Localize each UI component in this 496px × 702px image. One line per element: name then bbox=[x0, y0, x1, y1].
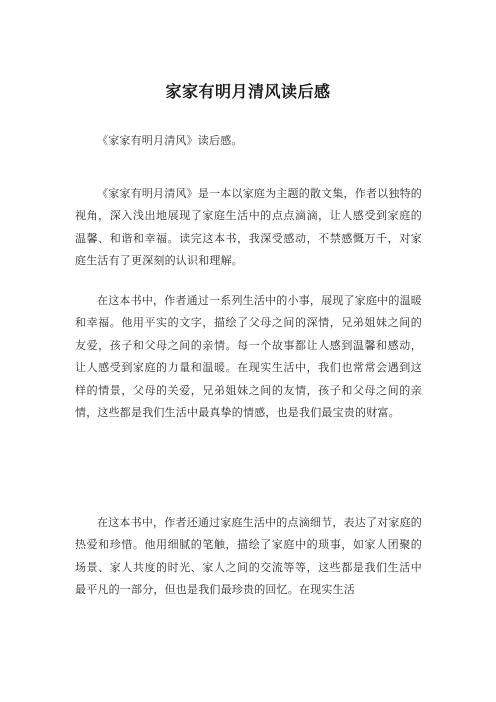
paragraph-intro: 《家家有明月清风》读后感。 bbox=[97, 134, 243, 147]
paragraph-family-warmth: 在这本书中，作者通过一系列生活中的小事，展现了家庭中的温暖和幸福。他用平实的文字，描绘了父母之间的深情，兄弟姐妹之间的友爱，孩子和父母之间的亲情。每一个故事都让人感到温馨和感动，让人感受到家庭的力量和温暖。在现实生活中，我们也常常会遇到这样的情景，父母的关爱，兄弟姐妹之间的友情，孩子和父母之间的亲情，这些都是我们生活中最真挚的情感，也是我们最宝贵的财富。 bbox=[75, 294, 422, 420]
paragraph-overview: 《家家有明月清风》是一本以家庭为主题的散文集，作者以独特的视角，深入浅出地展现了家庭生活中的点点滴滴，让人感受到家庭的温馨、和谐和幸福。读完这本书，我深受感动，不禁感慨万千，对家庭生活有了更深刻的认识和理解。 bbox=[75, 187, 422, 268]
document-title: 家家有明月清风读后感 bbox=[165, 82, 331, 101]
paragraph-family-details: 在这本书中，作者还通过家庭生活中的点滴细节，表达了对家庭的热爱和珍惜。他用细腻的笔触，描绘了家庭中的琐事，如家人团聚的场景、家人共度的时光、家人之间的交流等等，这些都是我们生活中最平凡的一部分，但也是我们最珍贵的回忆。在现实生活 bbox=[75, 516, 422, 597]
